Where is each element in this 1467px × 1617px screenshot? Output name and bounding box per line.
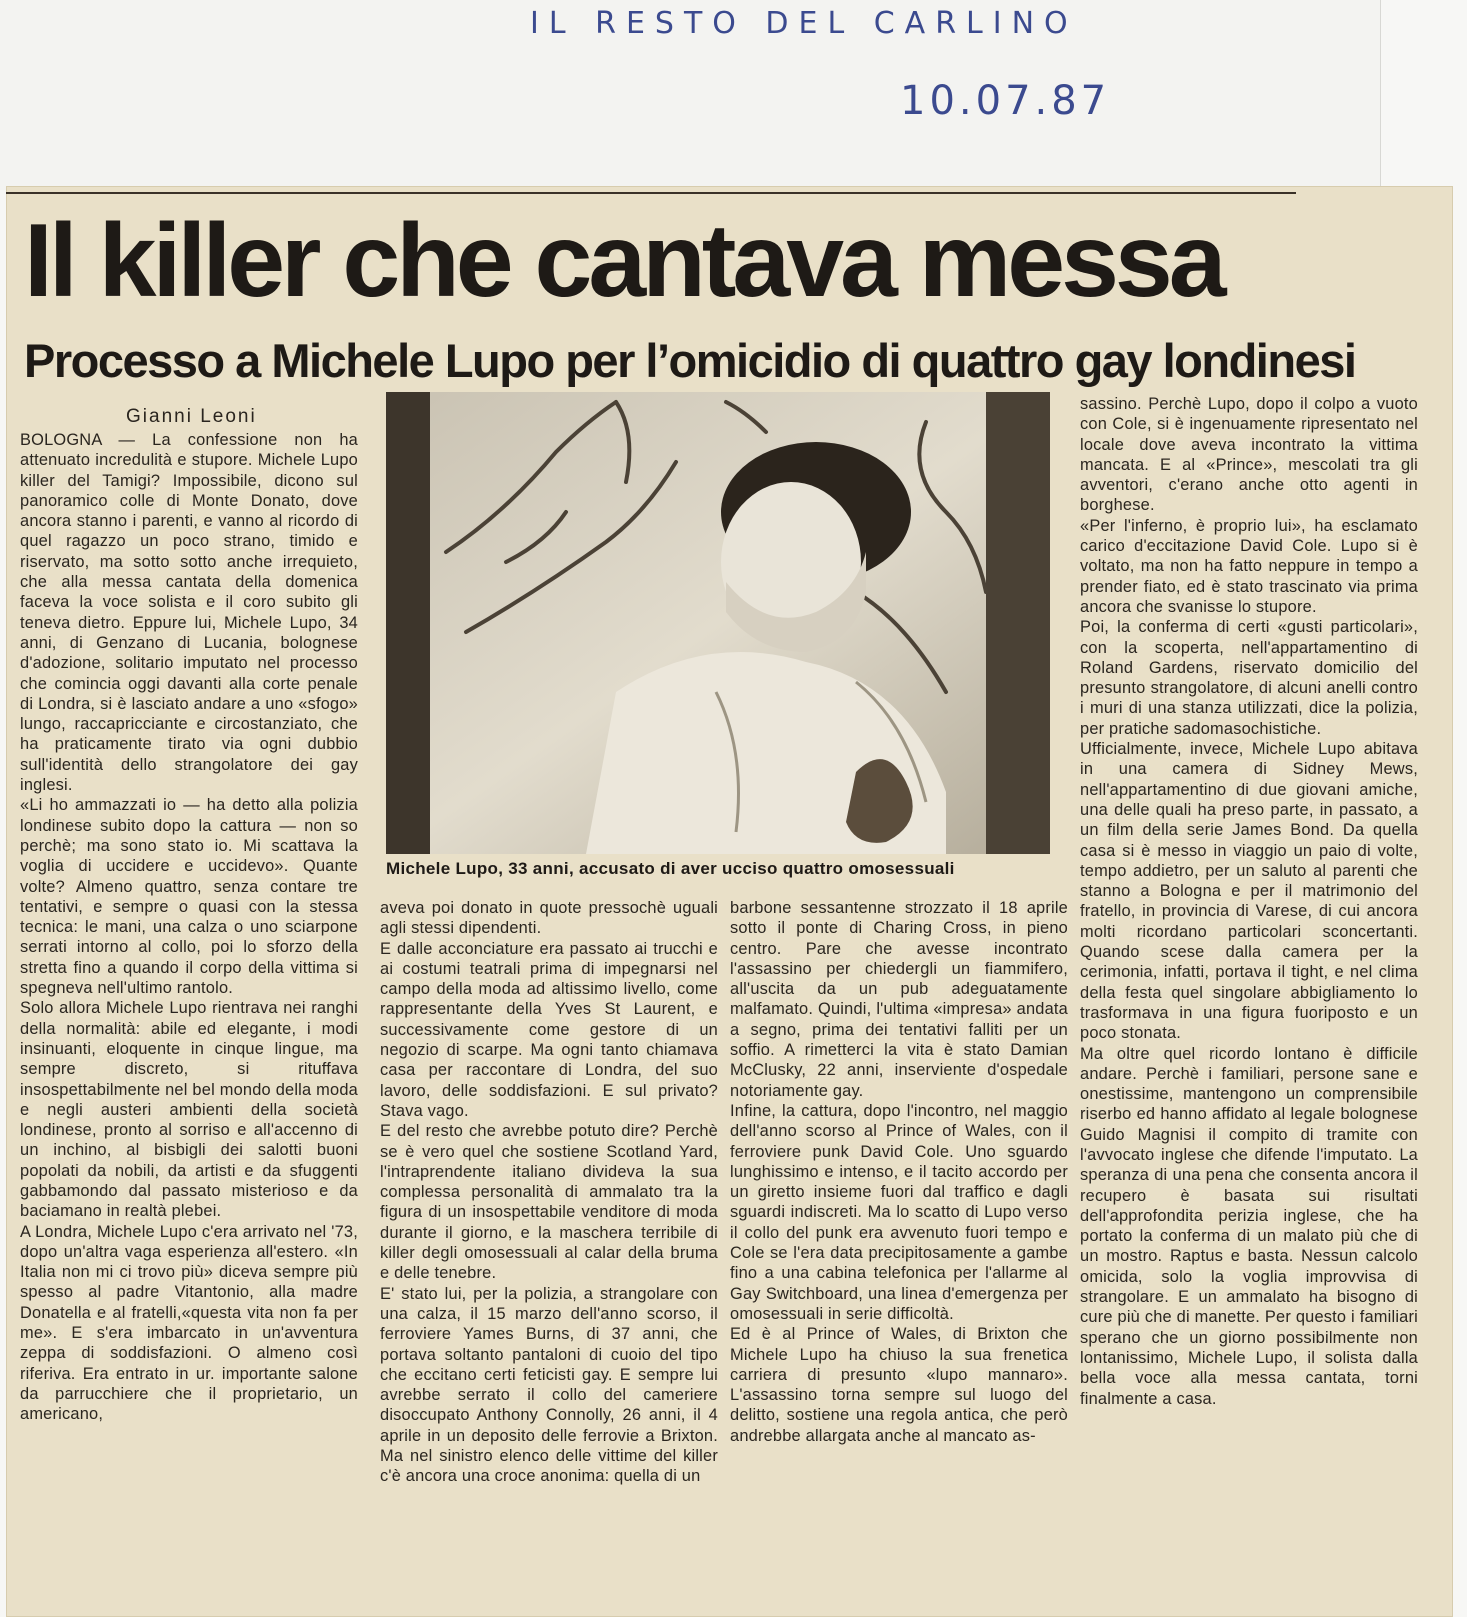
paragraph: aveva poi donato in quote pressochè uguali agli stessi dipendenti. [380, 899, 718, 938]
portrait-photo-icon [386, 392, 1050, 854]
paragraph: «Per l'inferno, è proprio lui», ha esclamato carico d'eccitazione David Cole. Lupo si è voltato, ma non ha fatto neppure in tempo a prender fiato, ed è stato trascinato via prima ancora che svanisse lo stupore. [1080, 516, 1418, 616]
article-column-3 [730, 898, 1068, 1446]
paragraph: E' stato lui, per la polizia, a strangolare con una calza, il 15 marzo dell'anno scorso, il ferroviere Yames Burns, di 37 anni, che portava soltanto pantaloni di cuoio del tipo che eccitano certi feticisti gay. E sempre lui avrebbe serrato il collo del cameriere disoccupato Anthony Connolly, 26 anni, il 4 aprile in un deposito delle ferrovie a Brixton. Ma nel sinistro elenco delle vittime del killer c'è ancora una croce anonima: quella di un [380, 1284, 718, 1486]
photo-caption: Michele Lupo, 33 anni, accusato di aver ucciso quattro omosessuali [386, 859, 955, 878]
paragraph: BOLOGNA — La confessione non ha attenuato incredulità e stupore. Michele Lupo killer del Tamigi? Impossibile, dicono sul panoramico colle di Monte Donato, dove ancora stanno i parenti, e vanno al ricordo di quel ragazzo un poco strano, timido e riservato, ma sotto sotto anche irrequieto, che alla messa cantata della domenica faceva la voce solista e il coro subito gli teneva dietro. Eppure lui, Michele Lupo, 34 anni, di Genzano di Lucania, bolognese d'adozione, solitario imputato nel processo che comincia oggi davanti alla corte penale di Londra, si è lasciato andare a uno «sfogo» lungo, raccapricciante e circostanziato, che ha praticamente tirato via ogni dubbio sull'identità dello strangolatore dei gay inglesi. [20, 431, 358, 795]
paragraph: Ufficialmente, invece, Michele Lupo abitava in una camera di Sidney Mews, nell'appartamentino di due giovani amiche, una delle quali ha preso parte, in passato, a un film della serie James Bond. Da quella casa si è messo in viaggio un paio di volte, tempo addietro, per un saluto al parenti che stanno a Bologna e per il matrimonio del fratello, in provincia di Varese, di cui ancora molti ricordano particolari sconcertanti. Quando scese dalla camera per la cerimonia, infatti, portava il tight, e nel clima della festa quel singolare abbigliamento lo trasformava in una figura fuoriposto e un poco stonata. [1080, 740, 1418, 1043]
article-column-2 [380, 898, 718, 1487]
byline: Gianni Leoni [126, 406, 257, 427]
headline: Il killer che cantava messa [24, 203, 1223, 319]
paragraph: Solo allora Michele Lupo rientrava nei ranghi della normalità: abile ed elegante, i modi insinuanti, eloquente in cinque lingue, ma sempre discreto, si rituffava insospettabilmente nel bel mondo della moda e negli austeri ambienti della società londinese, pronto al sorriso e all'accenno di un inchino, al bisbigli dei salotti buoni popolati da nobili, da artisti e da sfuggenti gabbamondo dal passato misterioso e da baciamano in realtà plebei. [20, 999, 358, 1221]
paragraph: Ma oltre quel ricordo lontano è difficile andare. Perchè i familiari, persone sane e onestissime, mantengono un comprensibile riserbo ed hanno affidato al legale bolognese Guido Magnisi il compito di tramite con l'avvocato inglese che difende l'imputato. La speranza di una pena che consenta ancora il recupero è basata sui risultati dell'approfondita perizia inglese, che ha portato la conferma di un malato più che di un mostro. Raptus e basta. Nessun calcolo omicida, solo la voglia improvvisa di strangolare. E un ammalato ha bisogno di cure più che di manette. Per questo i familiari sperano che un giorno possibilmente non lontanissimo, Michele Lupo, il solista dalla bella voce alla messa cantata, torni finalmente a casa. [1080, 1044, 1418, 1408]
paragraph: A Londra, Michele Lupo c'era arrivato nel '73, dopo un'altra vaga esperienza all'estero. «In Italia non mi ci trovo più» diceva sempre più spesso al padre Vitantonio, alla madre Donatella e al fratelli,«questa vita non fa per me». E s'era imbarcato in un'avventura zeppa di soddisfazioni. O almeno così riferiva. Era entrato in ur. importante salone da parrucchiere che il proprietario, un americano, [20, 1222, 358, 1424]
article-column-1 [20, 430, 358, 1425]
newspaper-clipping [6, 186, 1453, 1617]
portrait-photo [386, 392, 1050, 854]
paragraph: «Li ho ammazzati io — ha detto alla polizia londinese subito dopo la cattura — non so perchè; ma sono stato io. Mi scattava la voglia di uccidere e uccidevo». Quante volte? Almeno quattro, senza contare tre tentativi, e sempre o quasi con la stessa tecnica: le mani, una calza o uno sciarpone serrati intorno al collo, poi lo sforzo della stretta fino a quando il corpo della vittima si spegneva nell'ultimo rantolo. [20, 796, 358, 998]
paragraph: sassino. Perchè Lupo, dopo il colpo a vuoto con Cole, si è ingenuamente ripresentato nel locale dove aveva incontrato la vittima mancata. E al «Prince», mescolati tra gli avventori, c'erano anche otto agenti in borghese. [1080, 395, 1418, 515]
paragraph: Infine, la cattura, dopo l'incontro, nel maggio dell'anno scorso al Prince of Wales, con il ferroviere punk David Cole. Uno sguardo lunghissimo e intenso, e il tacito accordo per un giretto insieme fuori dal traffico e dagli sguardi indiscreti. Ma lo scatto di Lupo verso il collo del punk era avvenuto fuori tempo e Cole se l'era data precipitosamente a gambe fino a una cabina telefonica per l'allarme al Gay Switchboard, una linea d'emergenza per omosessuali in serie difficoltà. [730, 1101, 1068, 1323]
paragraph: barbone sessantenne strozzato il 18 aprile sotto il ponte di Charing Cross, in pieno centro. Pare che avesse incontrato l'assassino per chiedergli un fiammifero, all'uscita da un pub adeguatamente malfamato. Quindi, l'ultima «impresa» andata a segno, prima dei tentativi falliti per un soffio. A rimetterci la vita è stato Damian McClusky, 22 anni, inserviente d'ospedale notoriamente gay. [730, 899, 1068, 1100]
paragraph: E dalle acconciature era passato ai trucchi e ai costumi teatrali prima di impegnarsi nel campo della moda ad altissimo livello, come rappresentante della Yves St Laurent, e successivamente come gestore di un negozio di scarpe. Ma ogni tanto chiamava casa per raccontare di Londra, del suo lavoro, delle soddisfazioni. E sul privato? Stava vago. [380, 939, 718, 1120]
handwritten-newspaper-name: IL RESTO DEL CARLINO [530, 6, 1078, 41]
top-rule [6, 192, 1296, 194]
subheadline: Processo a Michele Lupo per l’omicidio di quattro gay londinesi [24, 334, 1356, 387]
handwritten-date: 10.07.87 [900, 78, 1111, 124]
paragraph: Ed è al Prince of Wales, di Brixton che Michele Lupo ha chiuso la sua frenetica carriera di presunto «lupo mannaro». L'assassino torna sempre sul luogo del delitto, sostiene una regola antica, che però andrebbe allargata anche al mancato as- [730, 1325, 1068, 1445]
annotation-strip [0, 0, 1381, 190]
article-column-4 [1080, 394, 1418, 1409]
paragraph: Poi, la conferma di certi «gusti particolari», con la scoperta, nell'appartamentino di Roland Gardens, riservato domicilio del presunto strangolatore, di alcuni anelli contro i muri di una stanza utilizzati, dice la polizia, per pratiche sadomasochistiche. [1080, 618, 1418, 738]
paragraph: E del resto che avrebbe potuto dire? Perchè se è vero quel che sostiene Scotland Yard, l'intraprendente italiano divideva la sua complessa personalità di ammalato tra la figura di un insospettabile venditore di moda durante il giorno, e la maschera terribile di killer degli omosessuali al calar della bruma e delle tenebre. [380, 1122, 718, 1283]
